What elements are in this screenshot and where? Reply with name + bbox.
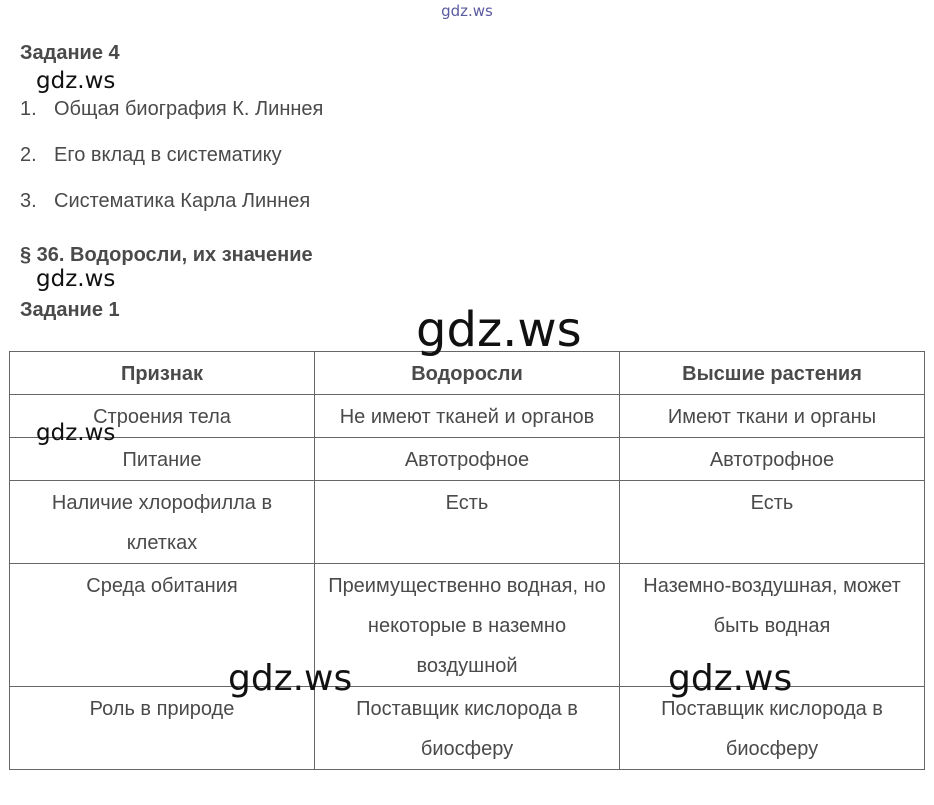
list-item <box>20 188 323 234</box>
table-cell: Преимущественно водная, но некоторые в наземно воздушной <box>315 564 620 687</box>
list-item-number: 3. <box>20 190 37 212</box>
list-item <box>20 96 323 142</box>
watermark-1: gdz.ws <box>36 68 116 94</box>
table-cell: Поставщик кислорода в биосферу <box>315 687 620 770</box>
watermark-4: gdz.ws <box>36 420 116 446</box>
column-header: Водоросли <box>315 352 620 395</box>
list-item-text: Его вклад в систематику <box>54 144 282 166</box>
task1-title: Задание 1 <box>20 299 120 321</box>
comparison-table <box>9 351 925 770</box>
watermark-6: gdz.ws <box>668 658 793 699</box>
table-cell: Автотрофное <box>315 438 620 481</box>
watermark-5: gdz.ws <box>228 658 353 699</box>
table-cell: Есть <box>315 481 620 564</box>
table-cell: Наземно-воздушная, может быть водная <box>620 564 925 687</box>
table-cell: Строения тела <box>10 395 315 438</box>
table-cell: Среда обитания <box>10 564 315 687</box>
top-watermark: gdz.ws <box>441 2 493 20</box>
table-cell: Роль в природе <box>10 687 315 770</box>
watermark-2: gdz.ws <box>36 266 116 292</box>
task4-list <box>20 96 323 234</box>
list-item-text: Систематика Карла Линнея <box>54 190 311 212</box>
table-cell: Поставщик кислорода в биосферу <box>620 687 925 770</box>
table-cell: Наличие хлорофилла в клетках <box>10 481 315 564</box>
table-cell: Не имеют тканей и органов <box>315 395 620 438</box>
watermark-3: gdz.ws <box>416 302 582 358</box>
column-header: Высшие растения <box>620 352 925 395</box>
table-cell: Есть <box>620 481 925 564</box>
list-item <box>20 142 323 188</box>
task4-title: Задание 4 <box>20 42 120 64</box>
list-item-number: 2. <box>20 144 37 166</box>
table-row <box>10 481 925 564</box>
list-item-number: 1. <box>20 98 37 120</box>
table-cell: Питание <box>10 438 315 481</box>
column-header: Признак <box>10 352 315 395</box>
list-item-text: Общая биография К. Линнея <box>54 98 324 120</box>
table-row <box>10 438 925 481</box>
table-row <box>10 395 925 438</box>
section-title: § 36. Водоросли, их значение <box>20 244 313 266</box>
table-cell: Автотрофное <box>620 438 925 481</box>
table-cell: Имеют ткани и органы <box>620 395 925 438</box>
